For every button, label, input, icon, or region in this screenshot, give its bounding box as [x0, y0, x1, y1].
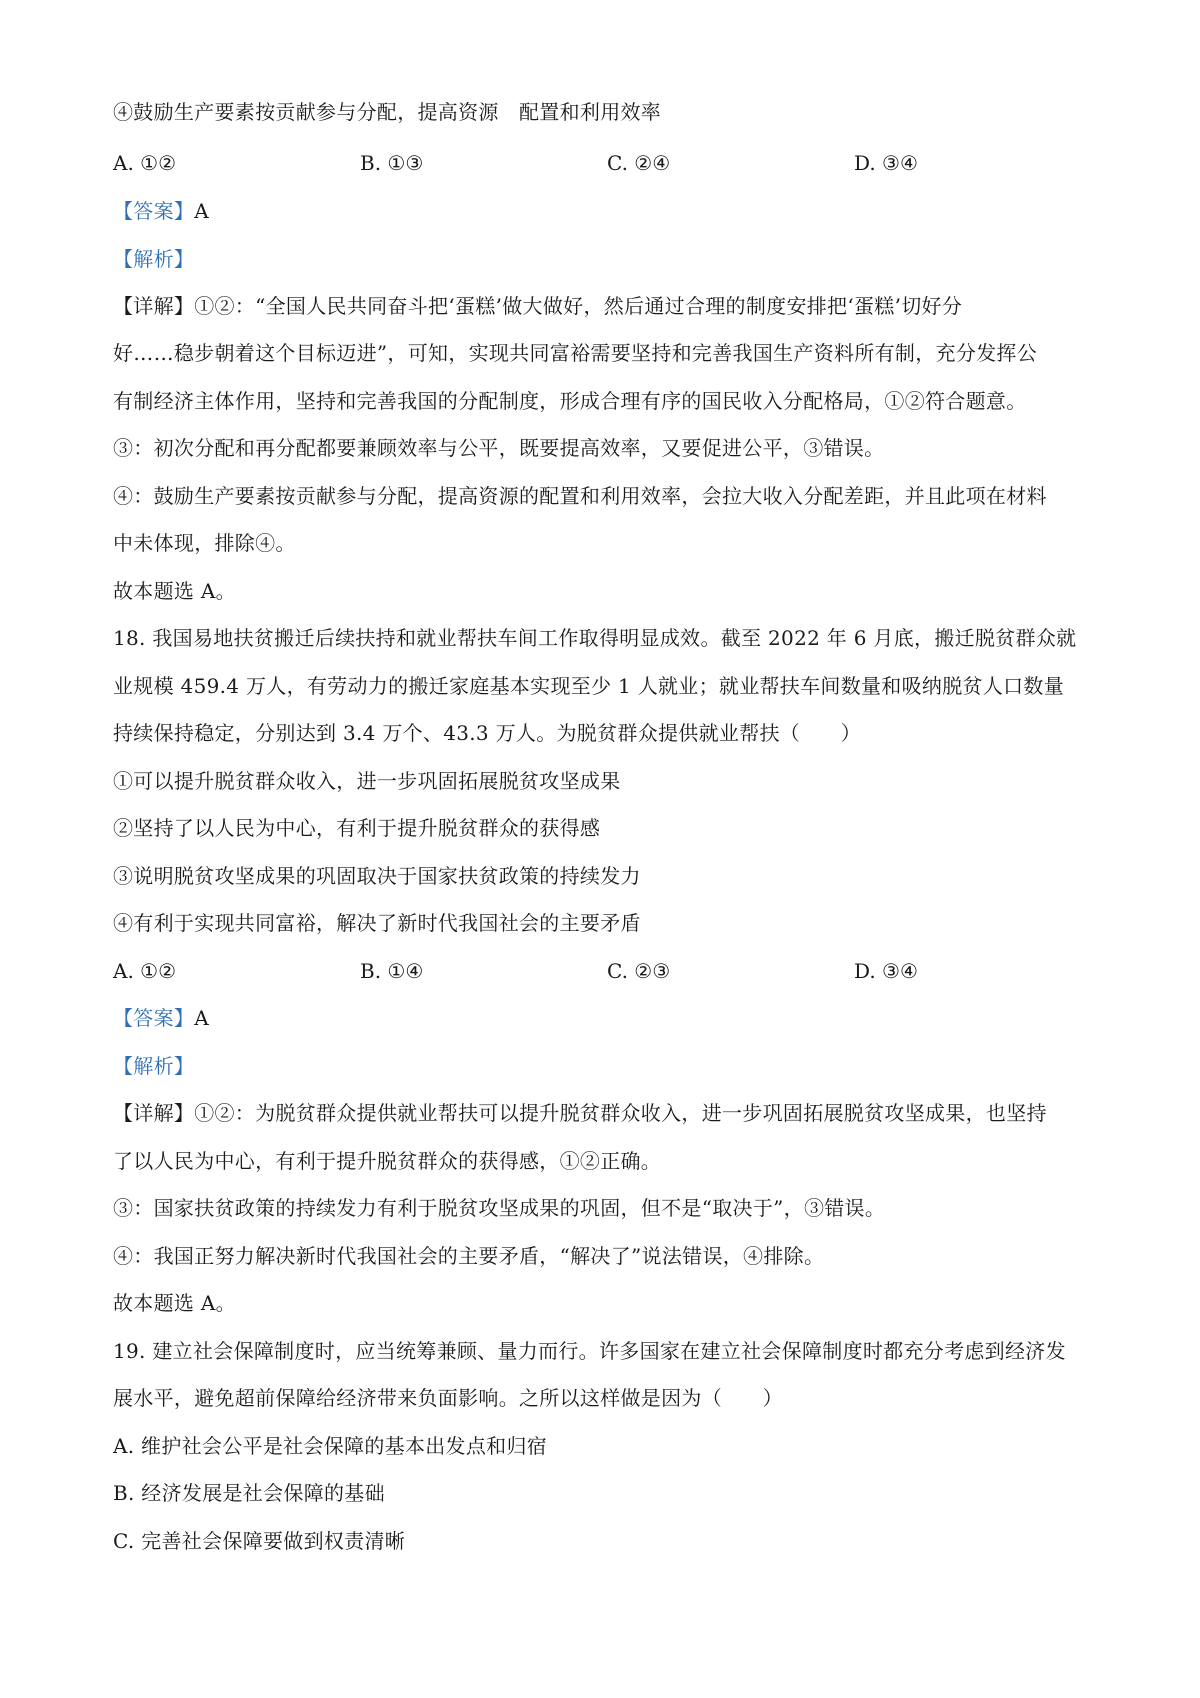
q17-option-d: D. ③④ — [854, 151, 918, 175]
q17-detail-line: 好……稳步朝着这个目标迈进”，可知，实现共同富裕需要坚持和完善我国生产资料所有制，充分发挥公 — [113, 341, 1038, 365]
q18-option-b: B. ①④ — [360, 959, 424, 983]
q17-analysis-heading — [113, 244, 1098, 274]
q17-option-a: A. ①② — [113, 151, 177, 175]
answer-value: A — [194, 1006, 209, 1030]
q17-option-b: B. ①③ — [360, 151, 424, 175]
q17-detail-line: ④：鼓励生产要素按贡献参与分配，提高资源的配置和利用效率，会拉大收入分配差距，并且此项在材料 — [113, 484, 1047, 508]
answer-value: A — [194, 199, 209, 223]
q19-option-c: C. 完善社会保障要做到权责清晰 — [113, 1529, 406, 1553]
q18-option-c: C. ②③ — [607, 959, 671, 983]
q17-options — [113, 148, 1098, 178]
q18-detail-line: 了以人民为中心，有利于提升脱贫群众的获得感，①②正确。 — [113, 1149, 662, 1173]
q19-option-a: A. 维护社会公平是社会保障的基本出发点和归宿 — [113, 1434, 548, 1458]
q17-detail-line: 有制经济主体作用，坚持和完善我国的分配制度，形成合理有序的国民收入分配格局，①②符合题意。 — [113, 389, 1027, 413]
analysis-tag: 【解析】 — [113, 1054, 195, 1078]
q19-stem-line: 19. 建立社会保障制度时，应当统筹兼顾、量力而行。许多国家在建立社会保障制度时都充分考虑到经济发 — [113, 1339, 1066, 1363]
q18-analysis-heading — [113, 1051, 1098, 1081]
q17-detail-line: 中未体现，排除④。 — [113, 531, 296, 555]
q17-statement-4: ④鼓励生产要素按贡献参与分配，提高资源 配置和利用效率 — [113, 100, 662, 124]
q18-statement-2: ②坚持了以人民为中心，有利于提升脱贫群众的获得感 — [113, 816, 601, 840]
answer-tag: 【答案】 — [113, 199, 195, 223]
q17-conclusion: 故本题选 A。 — [113, 579, 236, 603]
q18-stem-line: 持续保持稳定，分别达到 3.4 万个、43.3 万人。为脱贫群众提供就业帮扶（ ） — [113, 721, 862, 745]
q18-options — [113, 956, 1098, 986]
q17-option-c: C. ②④ — [607, 151, 671, 175]
q18-detail-line: ④：我国正努力解决新时代我国社会的主要矛盾，“解决了”说法错误，④排除。 — [113, 1244, 825, 1268]
analysis-tag: 【解析】 — [113, 247, 195, 271]
q19-stem-line: 展水平，避免超前保障给经济带来负面影响。之所以这样做是因为（ ） — [113, 1386, 783, 1410]
q18-stem-line: 18. 我国易地扶贫搬迁后续扶持和就业帮扶车间工作取得明显成效。截至 2022 年 6 月底，搬迁脱贫群众就 — [113, 626, 1077, 650]
q18-option-a: A. ①② — [113, 959, 177, 983]
q18-stem-line: 业规模 459.4 万人，有劳动力的搬迁家庭基本实现至少 1 人就业；就业帮扶车间数量和吸纳脱贫人口数量 — [113, 674, 1065, 698]
answer-tag: 【答案】 — [113, 1006, 195, 1030]
q17-answer — [113, 196, 1098, 226]
q18-statement-1: ①可以提升脱贫群众收入，进一步巩固拓展脱贫攻坚成果 — [113, 769, 621, 793]
q18-statement-4: ④有利于实现共同富裕，解决了新时代我国社会的主要矛盾 — [113, 911, 641, 935]
q19-option-b: B. 经济发展是社会保障的基础 — [113, 1481, 385, 1505]
q17-detail-line: ③：初次分配和再分配都要兼顾效率与公平，既要提高效率，又要促进公平，③错误。 — [113, 436, 885, 460]
q18-statement-3: ③说明脱贫攻坚成果的巩固取决于国家扶贫政策的持续发力 — [113, 864, 641, 888]
q18-conclusion: 故本题选 A。 — [113, 1291, 236, 1315]
q17-detail-line: 【详解】①②：“全国人民共同奋斗把‘蛋糕’做大做好，然后通过合理的制度安排把‘蛋糕’切好分 — [113, 294, 963, 318]
q18-answer — [113, 1003, 1098, 1033]
q18-option-d: D. ③④ — [854, 959, 918, 983]
q18-detail-line: 【详解】①②：为脱贫群众提供就业帮扶可以提升脱贫群众收入，进一步巩固拓展脱贫攻坚成果，也坚持 — [113, 1101, 1047, 1125]
q18-detail-line: ③：国家扶贫政策的持续发力有利于脱贫攻坚成果的巩固，但不是“取决于”，③错误。 — [113, 1196, 886, 1220]
